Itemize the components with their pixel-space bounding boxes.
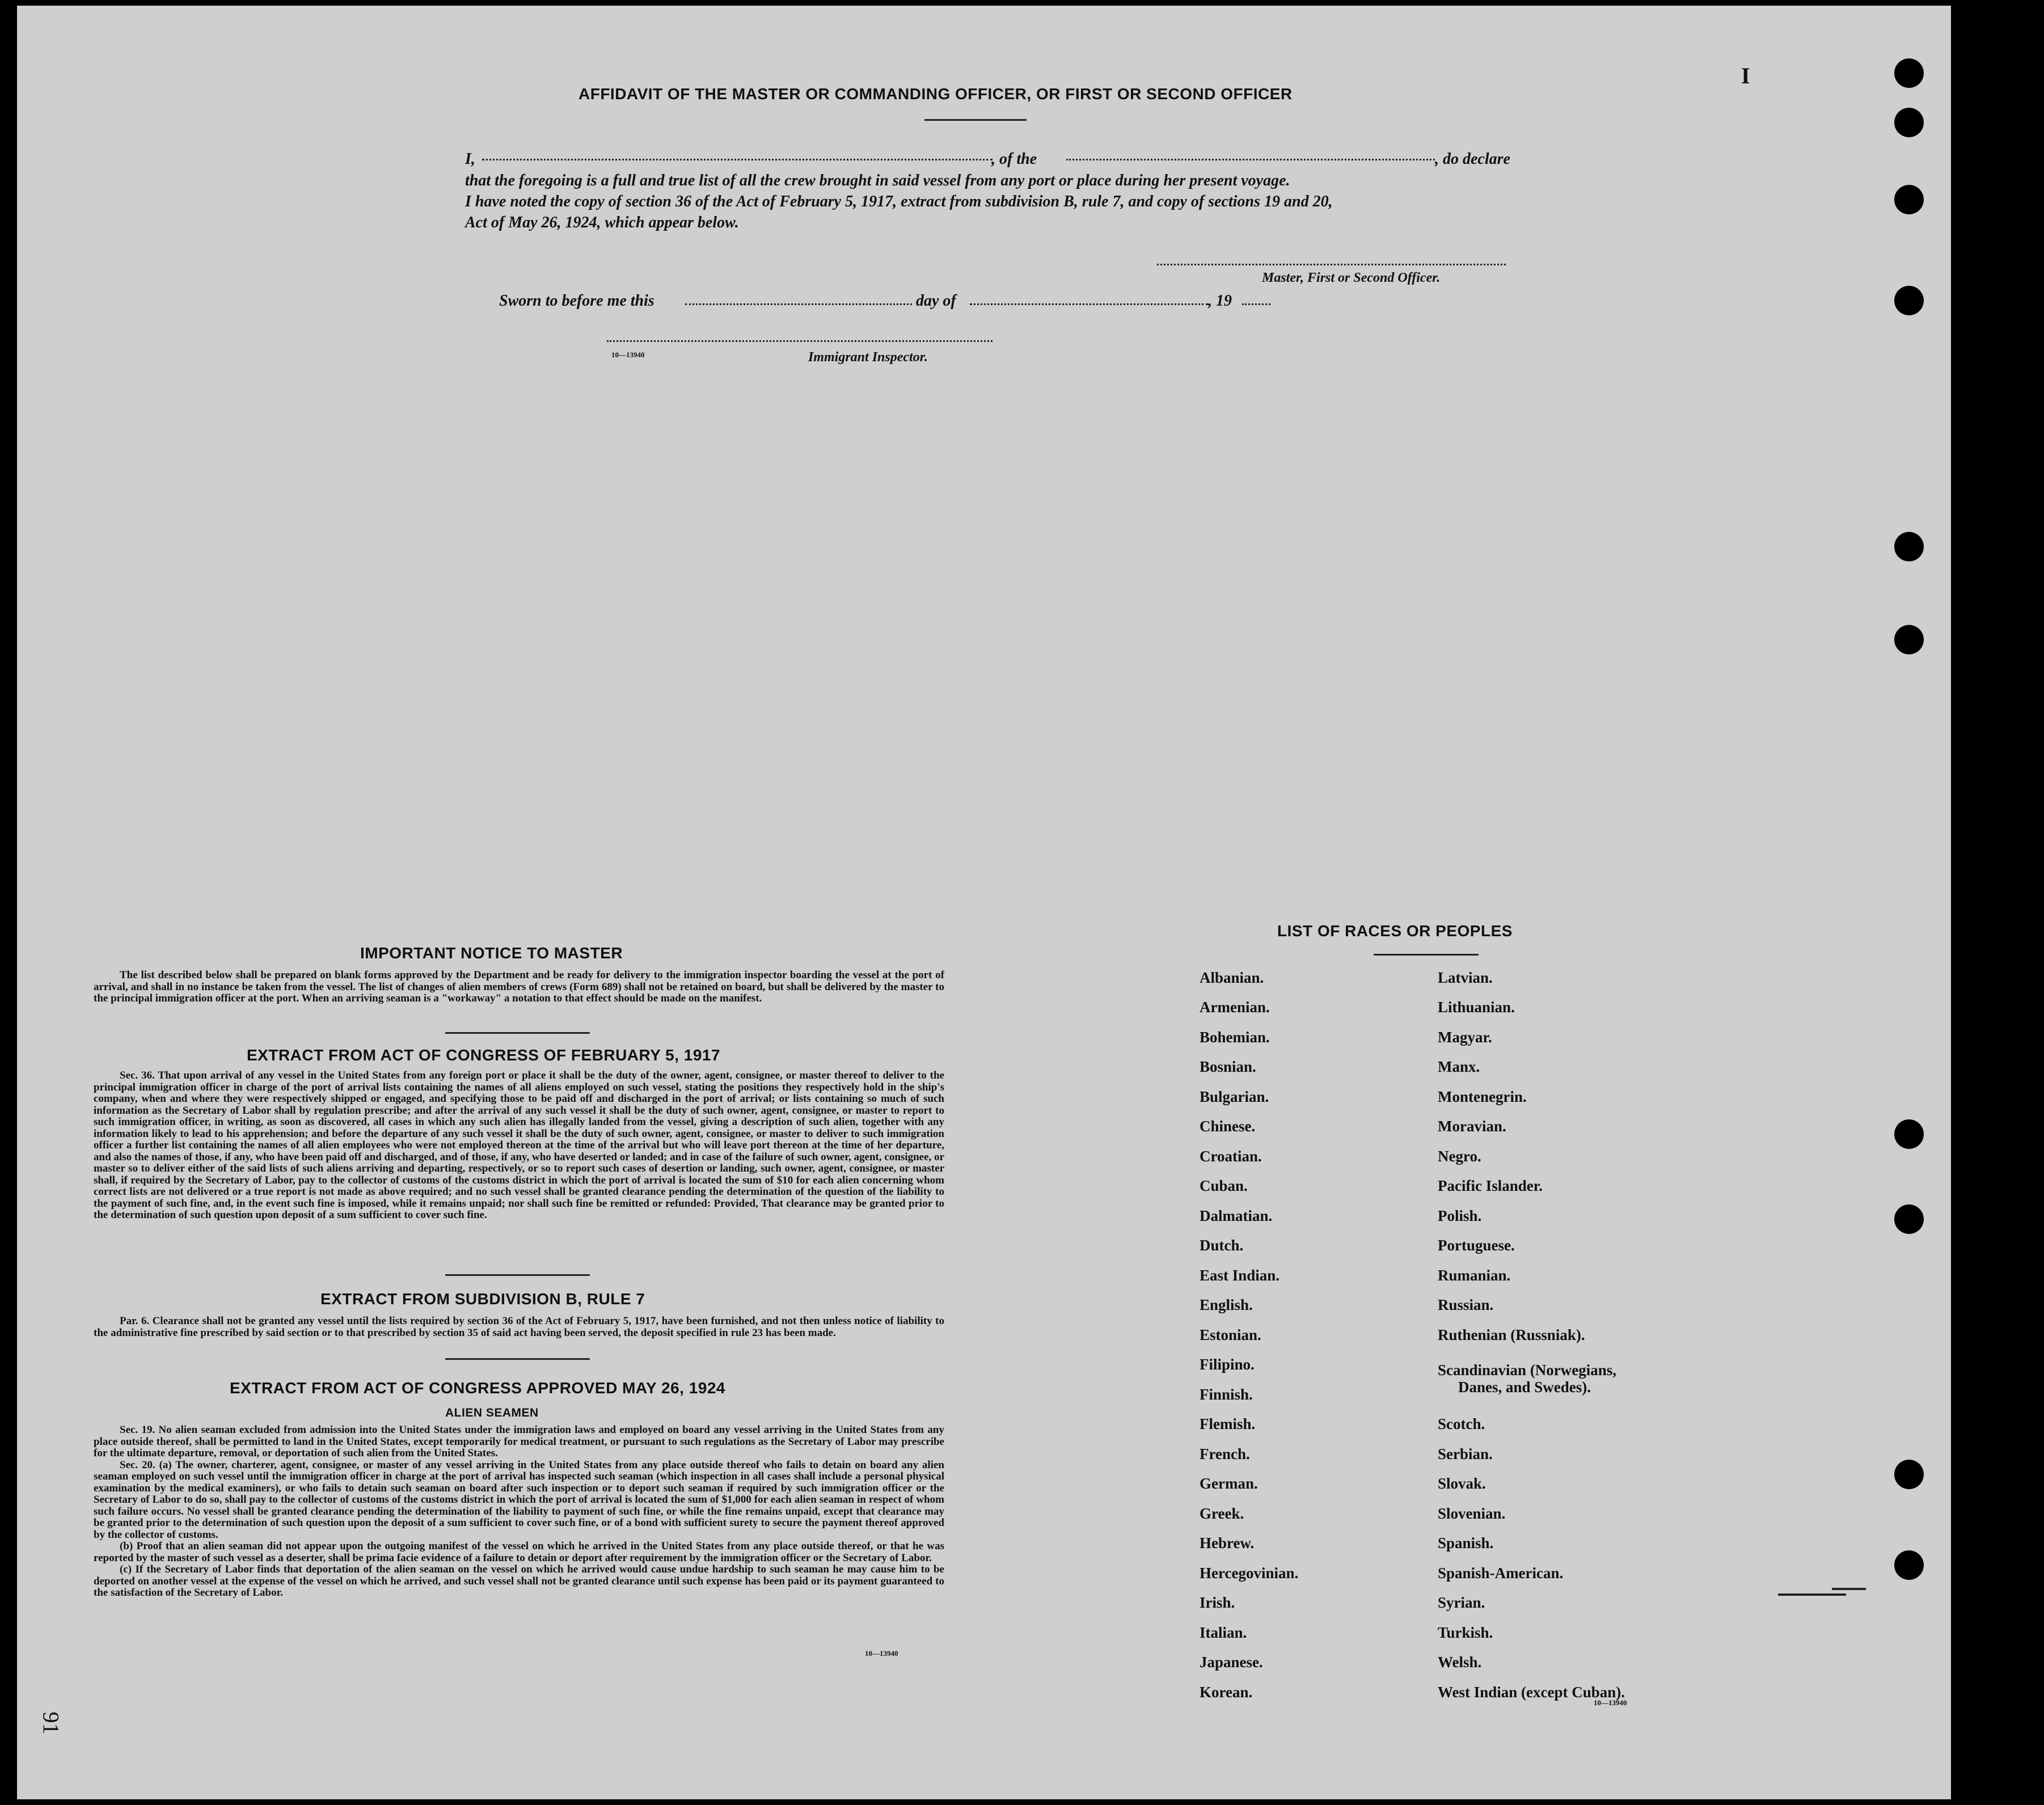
title-underline bbox=[924, 119, 1027, 121]
section-20c-text: (c) If the Secretary of Labor finds that deportation of the alien seaman on the vessel on which he arrived would cause undue hardship to such seaman he may cause him to be deported on another vessel at the expense of the vessel on which he arrived, and such vessel shall not be granted clearance until such expense has been paid or its payment guaranteed to the satisfaction of the Secretary of Labor. bbox=[94, 1563, 944, 1599]
race-right-item: Spanish. bbox=[1438, 1535, 1494, 1552]
affidavit-line4: Act of May 26, 1924, which appear below. bbox=[465, 214, 739, 231]
race-right-item: Latvian. bbox=[1438, 969, 1493, 986]
race-left-item: Bosnian. bbox=[1200, 1058, 1256, 1075]
punch-hole bbox=[1894, 108, 1924, 137]
extract-1917-body bbox=[94, 1070, 944, 1221]
day-of-label: day of bbox=[916, 292, 956, 310]
race-right-item: Serbian. bbox=[1438, 1445, 1493, 1462]
affidavit-line2: that the foregoing is a full and true list of all the crew brought in said vessel from any port or place during her present voyage. bbox=[465, 172, 1290, 189]
inspector-signature-field[interactable] bbox=[607, 340, 993, 342]
section-20b-text: (b) Proof that an alien seaman did not appear upon the outgoing manifest of the vessel on which he arrived in the United States from any place outside thereof, or that he was reported by the master of such vessel as a deserter, shall be prima facie evidence of a failure to detain or deport after requirement by the immigration officer or the Secretary of Labor. bbox=[94, 1540, 944, 1564]
inspector-label: Immigrant Inspector. bbox=[808, 350, 928, 365]
sworn-month-field[interactable] bbox=[970, 303, 1208, 305]
pencil-mark: 91 bbox=[38, 1711, 64, 1735]
section-divider bbox=[445, 1358, 590, 1360]
sworn-label: Sworn to before me this bbox=[499, 292, 654, 310]
race-right-item: Rumanian. bbox=[1438, 1267, 1511, 1284]
affidavit-declare: , do declare bbox=[1435, 150, 1510, 168]
races-title-underline bbox=[1374, 954, 1479, 956]
race-right-item: Montenegrin. bbox=[1438, 1088, 1527, 1105]
race-right-item: Slovak. bbox=[1438, 1475, 1486, 1492]
punch-hole bbox=[1894, 1550, 1924, 1580]
race-right-item: Magyar. bbox=[1438, 1029, 1492, 1046]
race-left-item: Armenian. bbox=[1200, 999, 1270, 1016]
race-left-item: Korean. bbox=[1200, 1684, 1253, 1701]
affidavit-of-the: , of the bbox=[991, 150, 1037, 168]
race-right-item: Scotch. bbox=[1438, 1415, 1485, 1432]
punch-hole bbox=[1894, 58, 1924, 88]
race-right-item: Pacific Islander. bbox=[1438, 1177, 1543, 1194]
race-left-item: Dalmatian. bbox=[1200, 1207, 1273, 1224]
stray-mark bbox=[1778, 1593, 1846, 1596]
corner-mark: I bbox=[1741, 63, 1750, 88]
extract-1917-title: EXTRACT FROM ACT OF CONGRESS OF FEBRUARY 5, 1917 bbox=[247, 1046, 721, 1064]
signature-field[interactable] bbox=[1157, 264, 1506, 265]
race-left-item: Hercegovinian. bbox=[1200, 1565, 1299, 1582]
race-left-item: Irish. bbox=[1200, 1594, 1235, 1611]
race-right-item: Ruthenian (Russniak). bbox=[1438, 1326, 1585, 1343]
race-right-item: Russian. bbox=[1438, 1296, 1494, 1313]
sworn-year-field[interactable] bbox=[1242, 303, 1270, 305]
stray-mark bbox=[1832, 1588, 1866, 1590]
rule7-body bbox=[94, 1316, 944, 1339]
punch-hole bbox=[1894, 185, 1924, 214]
races-list bbox=[1200, 970, 1710, 1707]
punch-hole bbox=[1894, 286, 1924, 315]
alien-seamen-subtitle: ALIEN SEAMEN bbox=[445, 1406, 539, 1419]
race-left-item: Bulgarian. bbox=[1200, 1088, 1269, 1105]
paragraph-6-text: Par. 6. Clearance shall not be granted any vessel until the lists required by section 36 of the Act of February 5, 1917, have been furnished, and not then unless notice of liability to the administrative fine prescribed by said section or to that prescribed by section 35 of said act having been served, the deposit specified in rule 23 has been made. bbox=[94, 1315, 944, 1339]
race-left-item: Flemish. bbox=[1200, 1415, 1256, 1432]
extract-1924-title: EXTRACT FROM ACT OF CONGRESS APPROVED MAY 26, 1924 bbox=[230, 1379, 725, 1397]
race-left-item: Cuban. bbox=[1200, 1177, 1248, 1194]
race-left-item: Finnish. bbox=[1200, 1386, 1253, 1403]
punch-hole bbox=[1894, 625, 1924, 654]
punch-hole bbox=[1894, 1204, 1924, 1234]
signature-label: Master, First or Second Officer. bbox=[1262, 270, 1441, 285]
affidavit-title: AFFIDAVIT OF THE MASTER OR COMMANDING OFFICER, OR FIRST OR SECOND OFFICER bbox=[578, 85, 1293, 103]
rule7-title: EXTRACT FROM SUBDIVISION B, RULE 7 bbox=[320, 1290, 645, 1308]
race-right-item: Polish. bbox=[1438, 1207, 1482, 1224]
race-left-item: East Indian. bbox=[1200, 1267, 1280, 1284]
affidavit-i: I, bbox=[465, 150, 475, 168]
race-right-item: Portuguese. bbox=[1438, 1237, 1515, 1254]
race-left-item: Hebrew. bbox=[1200, 1535, 1255, 1552]
punch-hole bbox=[1894, 532, 1924, 561]
race-right-item: Moravian. bbox=[1438, 1118, 1506, 1135]
race-left-item: Chinese. bbox=[1200, 1118, 1256, 1135]
race-left-item: French. bbox=[1200, 1445, 1250, 1462]
vessel-field[interactable] bbox=[1066, 159, 1435, 160]
name-field[interactable] bbox=[482, 159, 993, 160]
race-right-item: Danes, and Swedes). bbox=[1458, 1379, 1591, 1396]
race-left-item: Japanese. bbox=[1200, 1654, 1263, 1671]
races-title: LIST OF RACES OR PEOPLES bbox=[1277, 922, 1513, 940]
section-19-text: Sec. 19. No alien seaman excluded from admission into the United States under the immigration laws and employed on board any vessel arriving in the United States from any place outside thereof, shall be permitted to land in the United States, except temporarily for medical treatment, or pursuant to such regulations as the Secretary of Labor may prescribe for the ultimate departure, removal, or deportation of such alien from the United States. bbox=[94, 1424, 944, 1459]
race-left-item: Greek. bbox=[1200, 1505, 1244, 1522]
notice-text: The list described below shall be prepared on blank forms approved by the Department and be ready for delivery to the immigration inspector boarding the vessel at the port of arrival, and shall in no instance be taken from the vessel. The list of changes of alien members of crews (Form 689) shall not be retained on board, but shall be delivered by the master to the principal immigration officer at the port. When an arriving seaman is a "workaway" a notation to that effect should be made on the manifest. bbox=[94, 969, 944, 1004]
race-left-item: Filipino. bbox=[1200, 1356, 1255, 1373]
punch-hole bbox=[1894, 1460, 1924, 1489]
affidavit-form-number: 10—13940 bbox=[611, 350, 645, 359]
race-left-item: Dutch. bbox=[1200, 1237, 1244, 1254]
race-right-item: Spanish-American. bbox=[1438, 1565, 1564, 1582]
document-page bbox=[17, 6, 1951, 1799]
race-left-item: Albanian. bbox=[1200, 969, 1264, 986]
race-left-item: Italian. bbox=[1200, 1624, 1247, 1641]
sworn-day-field[interactable] bbox=[685, 303, 912, 305]
section-20a-text: Sec. 20. (a) The owner, charterer, agent, consignee, or master of any vessel arriving in the United States from any place outside thereof who fails to detain on board any alien seaman employed on such vessel until the immigration officer in charge at the port of arrival has inspected such seaman (which inspection in all cases shall include a personal physical examination by the medical examiners), or who fails to detain such seaman on board after such inspection or to deport such seaman if required by such immigration officer or the Secretary of Labor to do so, shall pay to the collector of customs of the customs district in which the port of arrival is located the sum of $1,000 for each alien seaman in respect of whom such failure occurs. No vessel shall be granted clearance pending the determination of the liability to payment of such fine, or while the fine remains unpaid, except that clearance may be granted prior to the determination of such question upon the deposit of a sum sufficient to cover such fine, or of a bond with sufficient surety to secure the payment thereof approved by the collector of customs. bbox=[94, 1459, 944, 1541]
race-right-item: Manx. bbox=[1438, 1058, 1480, 1075]
race-right-item: Scandinavian (Norwegians, bbox=[1438, 1362, 1617, 1379]
year-prefix: , 19 bbox=[1208, 292, 1232, 310]
section-divider bbox=[445, 1032, 590, 1034]
race-left-item: Croatian. bbox=[1200, 1148, 1262, 1165]
races-form-number: 10—13940 bbox=[1594, 1698, 1627, 1707]
race-right-item: Negro. bbox=[1438, 1148, 1481, 1165]
notice-title: IMPORTANT NOTICE TO MASTER bbox=[360, 944, 623, 962]
section-divider bbox=[445, 1274, 590, 1276]
race-left-item: Estonian. bbox=[1200, 1326, 1261, 1343]
notice-body bbox=[94, 970, 944, 1005]
race-left-item: English. bbox=[1200, 1296, 1253, 1313]
section-36-text: Sec. 36. That upon arrival of any vessel in the United States from any foreign port or place it shall be the duty of the owner, agent, consignee, or master thereof to deliver to the principal immigration officer in charge of the port of arrival lists containing the names of all aliens employed on such vessel, stating the positions they respectively hold in the ship's company, when and where they were respectively shipped or engaged, and specifying those to be paid off and discharged in the port of arrival; or lists containing so much of such information as the Secretary of Labor shall by regulation prescribe; and after the arrival of any such vessel it shall be the duty of such owner, agent, consignee, or master to report to such immigration officer, in writing, as soon as discovered, all cases in which any such alien has illegally landed from the vessel, giving a description of such alien, together with any information likely to lead to his apprehension; and before the departure of any such vessel it shall be the duty of such owner, agent, consignee, or master to deliver to such immigration officer a further list containing the names of all alien employees who were not employed thereon at the time of the arrival but who will leave port thereon at the time of her departure, and also the names of those, if any, who have been paid off and discharged, and of those, if any, who have deserted or landed; and in case of the failure of such owner, agent, consignee, or master so to deliver either of the said lists of such aliens arriving and departing, respectively, or so to report such cases of desertion or landing, such owner, agent, consignee, or master shall, if required by the Secretary of Labor, pay to the collector of customs of the customs district in which the port of arrival is located the sum of $10 for each alien concerning whom correct lists are not delivered or a true report is not made as above required; and no such vessel shall be granted clearance pending the determination of the question of the liability to the payment of such fine, and, in the event such fine is imposed, while it remains unpaid; nor shall such fine be remitted or refunded: Provided, That clearance may be granted prior to the determination of such question upon deposit of a sum sufficient to cover such fine. bbox=[94, 1070, 944, 1221]
race-right-item: Lithuanian. bbox=[1438, 999, 1515, 1016]
race-left-item: Bohemian. bbox=[1200, 1029, 1270, 1046]
extract-1924-body bbox=[94, 1424, 944, 1599]
race-right-item: Turkish. bbox=[1438, 1624, 1493, 1641]
race-left-item: German. bbox=[1200, 1475, 1258, 1492]
affidavit-line3: I have noted the copy of section 36 of the Act of February 5, 1917, extract from subdivision B, rule 7, and copy of sections 19 and 20, bbox=[465, 193, 1333, 210]
race-right-item: Welsh. bbox=[1438, 1654, 1482, 1671]
punch-hole bbox=[1894, 1119, 1924, 1149]
race-right-item: Syrian. bbox=[1438, 1594, 1485, 1611]
race-right-item: Slovenian. bbox=[1438, 1505, 1506, 1522]
extract-form-number: 10—13940 bbox=[865, 1649, 898, 1658]
race-right-item: West Indian (except Cuban). bbox=[1438, 1684, 1625, 1701]
